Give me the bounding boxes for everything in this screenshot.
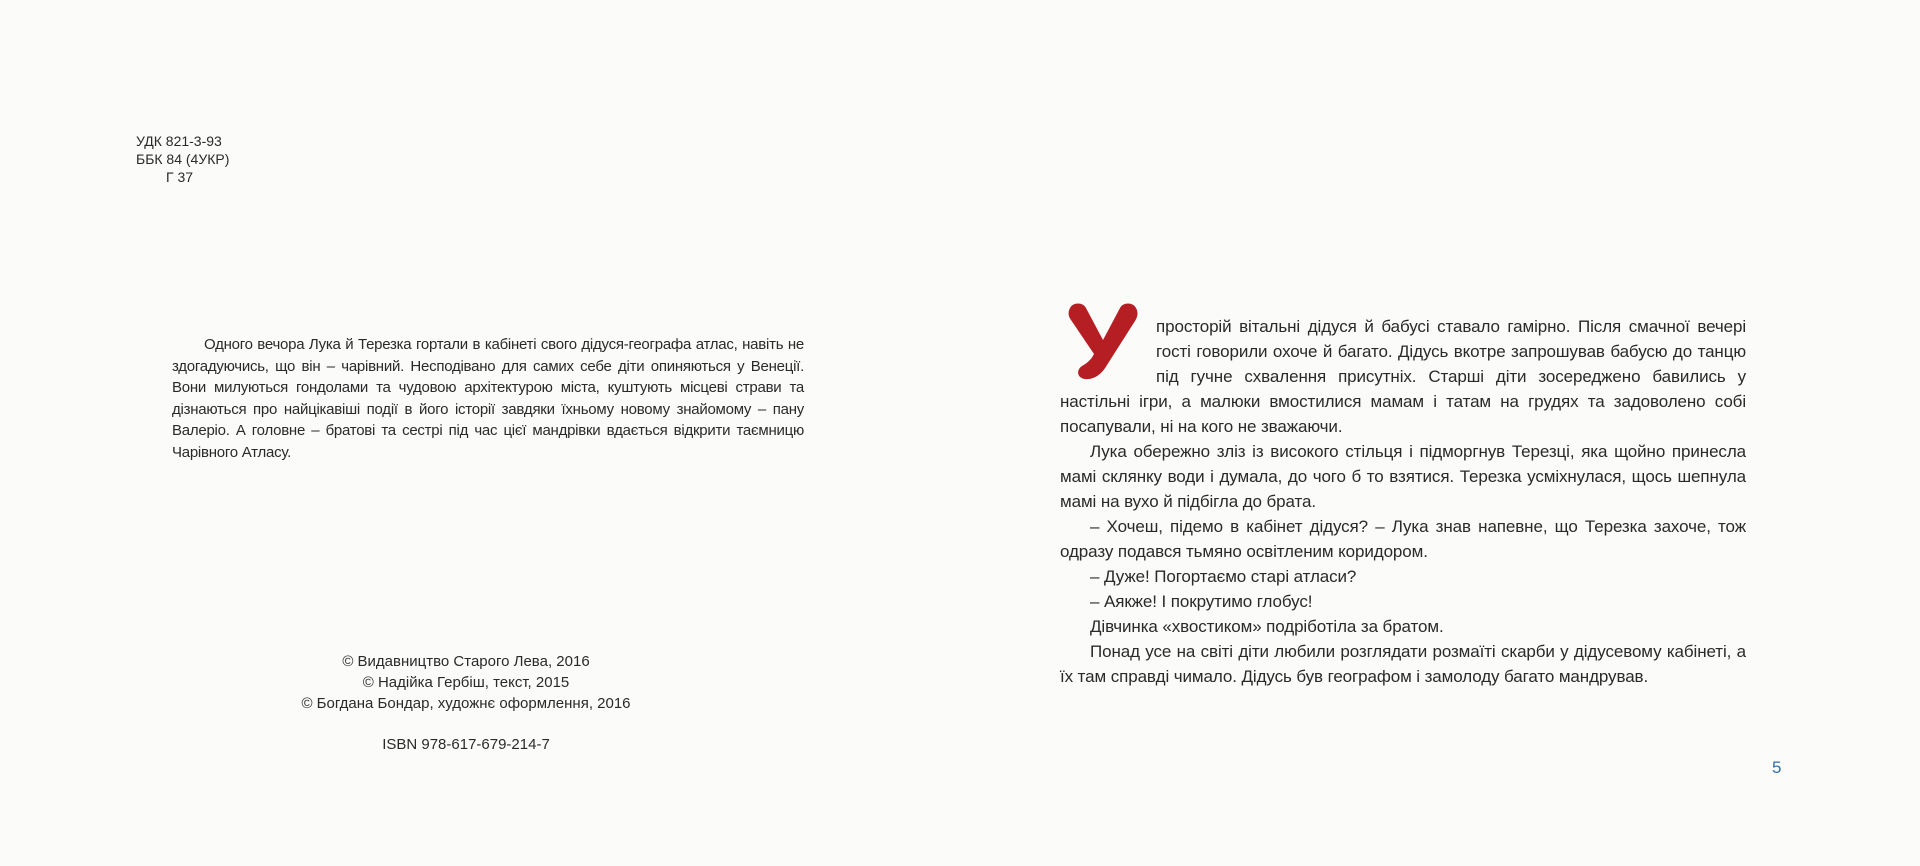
story-paragraph bbox=[1060, 314, 1746, 439]
copyright-publisher: © Видавництво Старого Лева, 2016 bbox=[342, 653, 590, 670]
story-paragraph: Понад усе на світі діти любили розглядати розмаїті скарби у дідусевому кабінеті, а їх там справді чимало. Дідусь був географом і замолоду багато мандрував. bbox=[1060, 642, 1746, 686]
annotation-text: Одного вечора Лука й Терезка гортали в кабінеті свого дідуся-географа атлас, навіть не здогадуючись, що він – чарівний. Несподівано для самих себе діти опиняються у Венеції. Вони милуються гондолами та чудовою архітектурою міста, куштують місцеві страви та дізнаються про найцікавіші події в його історії завдяки їхньому новому знайомому – пану Валеріо. А головне – братові та сестрі під час цієї мандрівки вдається відкрити таємницю Чарівного Атласу. bbox=[172, 336, 804, 461]
copyright-block bbox=[260, 651, 672, 714]
dialogue-line: – Хочеш, підемо в кабінет дідуся? – Лука знав напевне, що Терезка захоче, тож одразу подався тьмяно освітленим коридором. bbox=[1060, 517, 1746, 561]
story-paragraph: Дівчинка «хвостиком» подріботіла за братом. bbox=[1090, 617, 1444, 636]
catalog-codes bbox=[136, 132, 229, 186]
udk-code: УДК 821-3-93 bbox=[136, 133, 222, 149]
isbn: ISBN 978-617-679-214-7 bbox=[382, 736, 550, 753]
copyright-text: © Надійка Гербіш, текст, 2015 bbox=[362, 674, 570, 691]
dialogue-line: – Аякже! І покрутимо глобус! bbox=[1090, 592, 1313, 611]
copyright-illustration: © Богдана Бондар, художнє оформлення, 2016 bbox=[301, 695, 631, 712]
book-annotation bbox=[172, 334, 804, 463]
story-paragraph-text: просторій вітальні дідуся й бабусі ставало гамірно. Після смачної вечері гості говорили охоче й багато. Дідусь вкотре запрошував бабусю до танцю під гучне схвалення присутніх. Старші діти зосереджено бавились у настільні ігри, а малюки вмостилися мамам і татам на грудях та задоволено собі посапували, ні на кого не зважаючи. bbox=[1060, 317, 1746, 436]
bbk-code: ББК 84 (4УКР) bbox=[136, 151, 230, 167]
page-number: 5 bbox=[1772, 758, 1782, 777]
author-mark: Г 37 bbox=[166, 169, 194, 185]
dialogue-line: – Дуже! Погортаємо старі атласи? bbox=[1090, 567, 1357, 586]
story-text bbox=[1060, 314, 1746, 689]
right-page bbox=[960, 0, 1920, 866]
dropcap-letter bbox=[1064, 300, 1142, 382]
story-paragraph: Лука обережно зліз із високого стільця і підморгнув Терезці, яка щойно принесла мамі склянку води і думала, до чого б то взятися. Терезка усміхнулася, щось шепнула мамі на вухо й підбігла до брата. bbox=[1060, 442, 1746, 511]
